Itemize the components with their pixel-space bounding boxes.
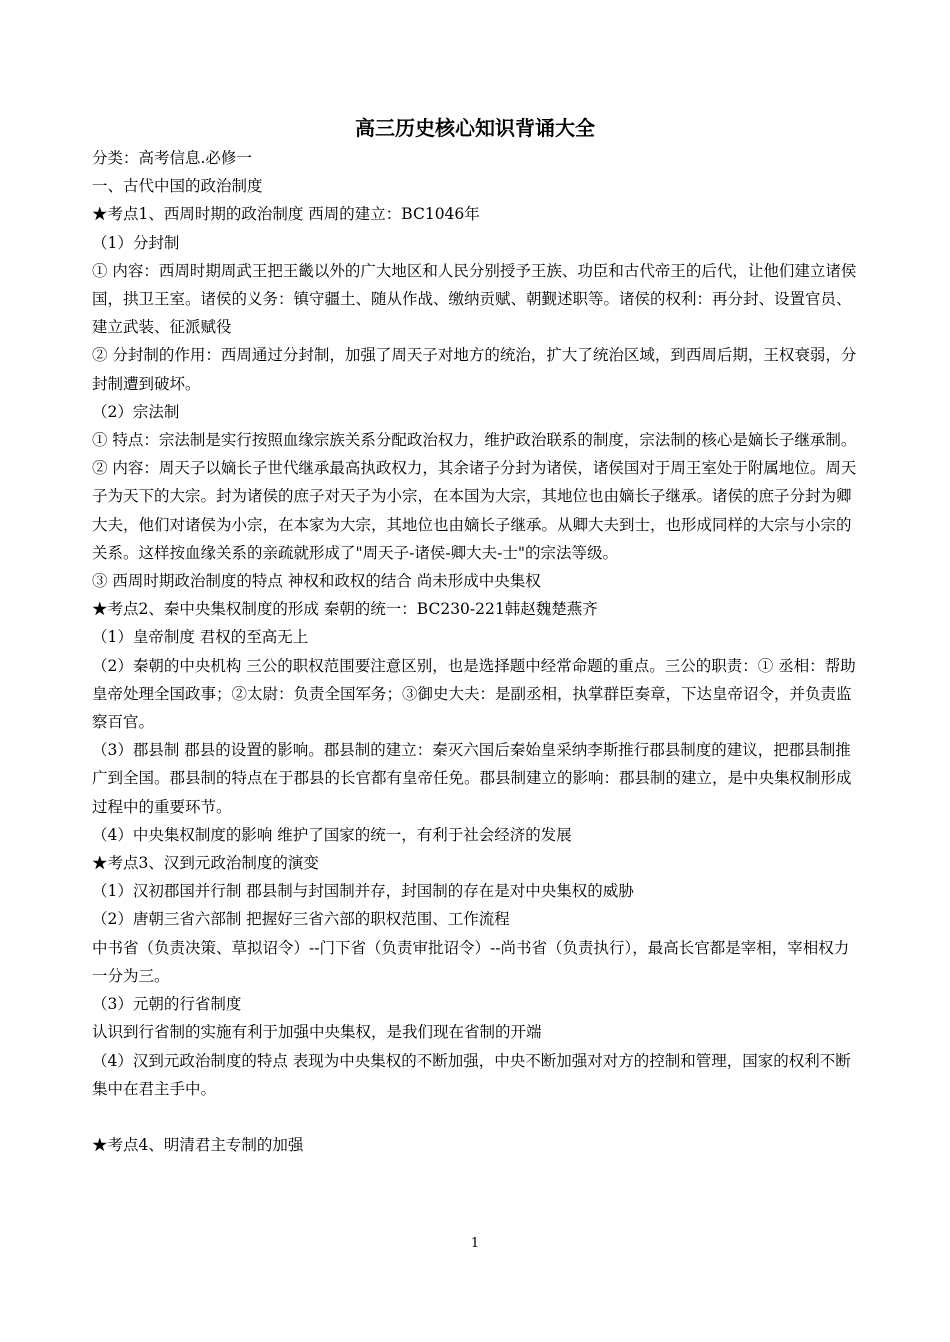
paragraph: 中书省（负责决策、草拟诏令）--门下省（负责审批诏令）--尚书省（负责执行），最高长官都是宰相，宰相权力一分为三。 bbox=[92, 938, 850, 985]
section-heading-1: 一、古代中国的政治制度 bbox=[92, 177, 263, 196]
document-title: 高三历史核心知识背诵大全 bbox=[355, 116, 595, 140]
paragraph: ② 内容：周天子以嫡长子世代继承最高执政权力，其余诸子分封为诸侯，诸侯国对于周王室处于附属地位。周天子为天下的大宗。封为诸侯的庶子对天子为小宗，在本国为大宗，其地位也由嫡长子继承。诸侯的庶子分封为卿大夫，他们对诸侯为小宗，在本家为大宗，其地位也由嫡长子继承。从卿大夫到士，也形成同样的大宗与小宗的关系。这样按血缘关系的亲疏就形成了"周天子-诸侯-卿大夫-士"的宗法等级。 bbox=[92, 459, 857, 562]
paragraph: （2）秦朝的中央机构 三公的职权范围要注意区别，也是选择题中经常命题的重点。三公的职责：① 丞相：帮助皇帝处理全国政事；②太尉：负责全国军务；③御史大夫：是副丞相，执掌群臣奏章，下达皇帝诏令，并负责监察百官。 bbox=[92, 656, 856, 732]
document-body bbox=[92, 144, 864, 1159]
paragraph: （2）唐朝三省六部制 把握好三省六部的职权范围、工作流程 bbox=[92, 910, 510, 929]
paragraph: ① 内容：西周时期周武王把王畿以外的广大地区和人民分别授予王族、功臣和古代帝王的后代，让他们建立诸侯国，拱卫王室。诸侯的义务：镇守疆土、随从作战、缴纳贡赋、朝觐述职等。诸侯的权利：再分封、设置官员、建立武装、征派赋役 bbox=[92, 261, 857, 337]
paragraph: ② 分封制的作用：西周通过分封制，加强了周天子对地方的统治，扩大了统治区域，到西周后期，王权衰弱，分封制遭到破坏。 bbox=[92, 346, 857, 393]
page-number: 1 bbox=[470, 1236, 480, 1251]
paragraph: （1）汉初郡国并行制 郡县制与封国制并存，封国制的存在是对中央集权的威胁 bbox=[92, 882, 634, 901]
paragraph: （3）郡县制 郡县的设置的影响。郡县制的建立：秦灭六国后秦始皇采纳李斯推行郡县制度的建议，把郡县制推广到全国。郡县制的特点在于郡县的长官都有皇帝任免。郡县制建立的影响：郡县制的建立，是中央集权制形成过程中的重要环节。 bbox=[92, 741, 852, 816]
blank-line bbox=[92, 1103, 864, 1131]
paragraph: 认识到行省制的实施有利于加强中央集权，是我们现在省制的开端 bbox=[92, 1023, 542, 1042]
paragraph: （4）汉到元政治制度的特点 表现为中央集权的不断加强，中央不断加强对对方的控制和管理，国家的权利不断集中在君主手中。 bbox=[92, 1051, 851, 1098]
key-point-2-heading: ★考点2、秦中央集权制度的形成 秦朝的统一：BC230-221韩赵魏楚燕齐 bbox=[92, 600, 598, 619]
key-point-1-heading: ★考点1、西周时期的政治制度 西周的建立：BC1046年 bbox=[92, 205, 480, 224]
key-point-4-heading: ★考点4、明清君主专制的加强 bbox=[92, 1135, 304, 1154]
paragraph: （1）皇帝制度 君权的至高无上 bbox=[92, 628, 309, 647]
key-point-3-heading: ★考点3、汉到元政治制度的演变 bbox=[92, 854, 319, 873]
paragraph: ① 特点：宗法制是实行按照血缘宗族关系分配政治权力，维护政治联系的制度，宗法制的核心是嫡长子继承制。 bbox=[92, 431, 857, 450]
subheading-fengjian: （1）分封制 bbox=[92, 233, 180, 252]
subheading-zongfa: （2）宗法制 bbox=[92, 402, 180, 421]
paragraph: ③ 西周时期政治制度的特点 神权和政权的结合 尚未形成中央集权 bbox=[92, 572, 541, 591]
paragraph-category: 分类：高考信息.必修一 bbox=[92, 149, 252, 167]
paragraph: （3）元朝的行省制度 bbox=[92, 995, 242, 1014]
paragraph: （4）中央集权制度的影响 维护了国家的统一，有利于社会经济的发展 bbox=[92, 825, 572, 844]
